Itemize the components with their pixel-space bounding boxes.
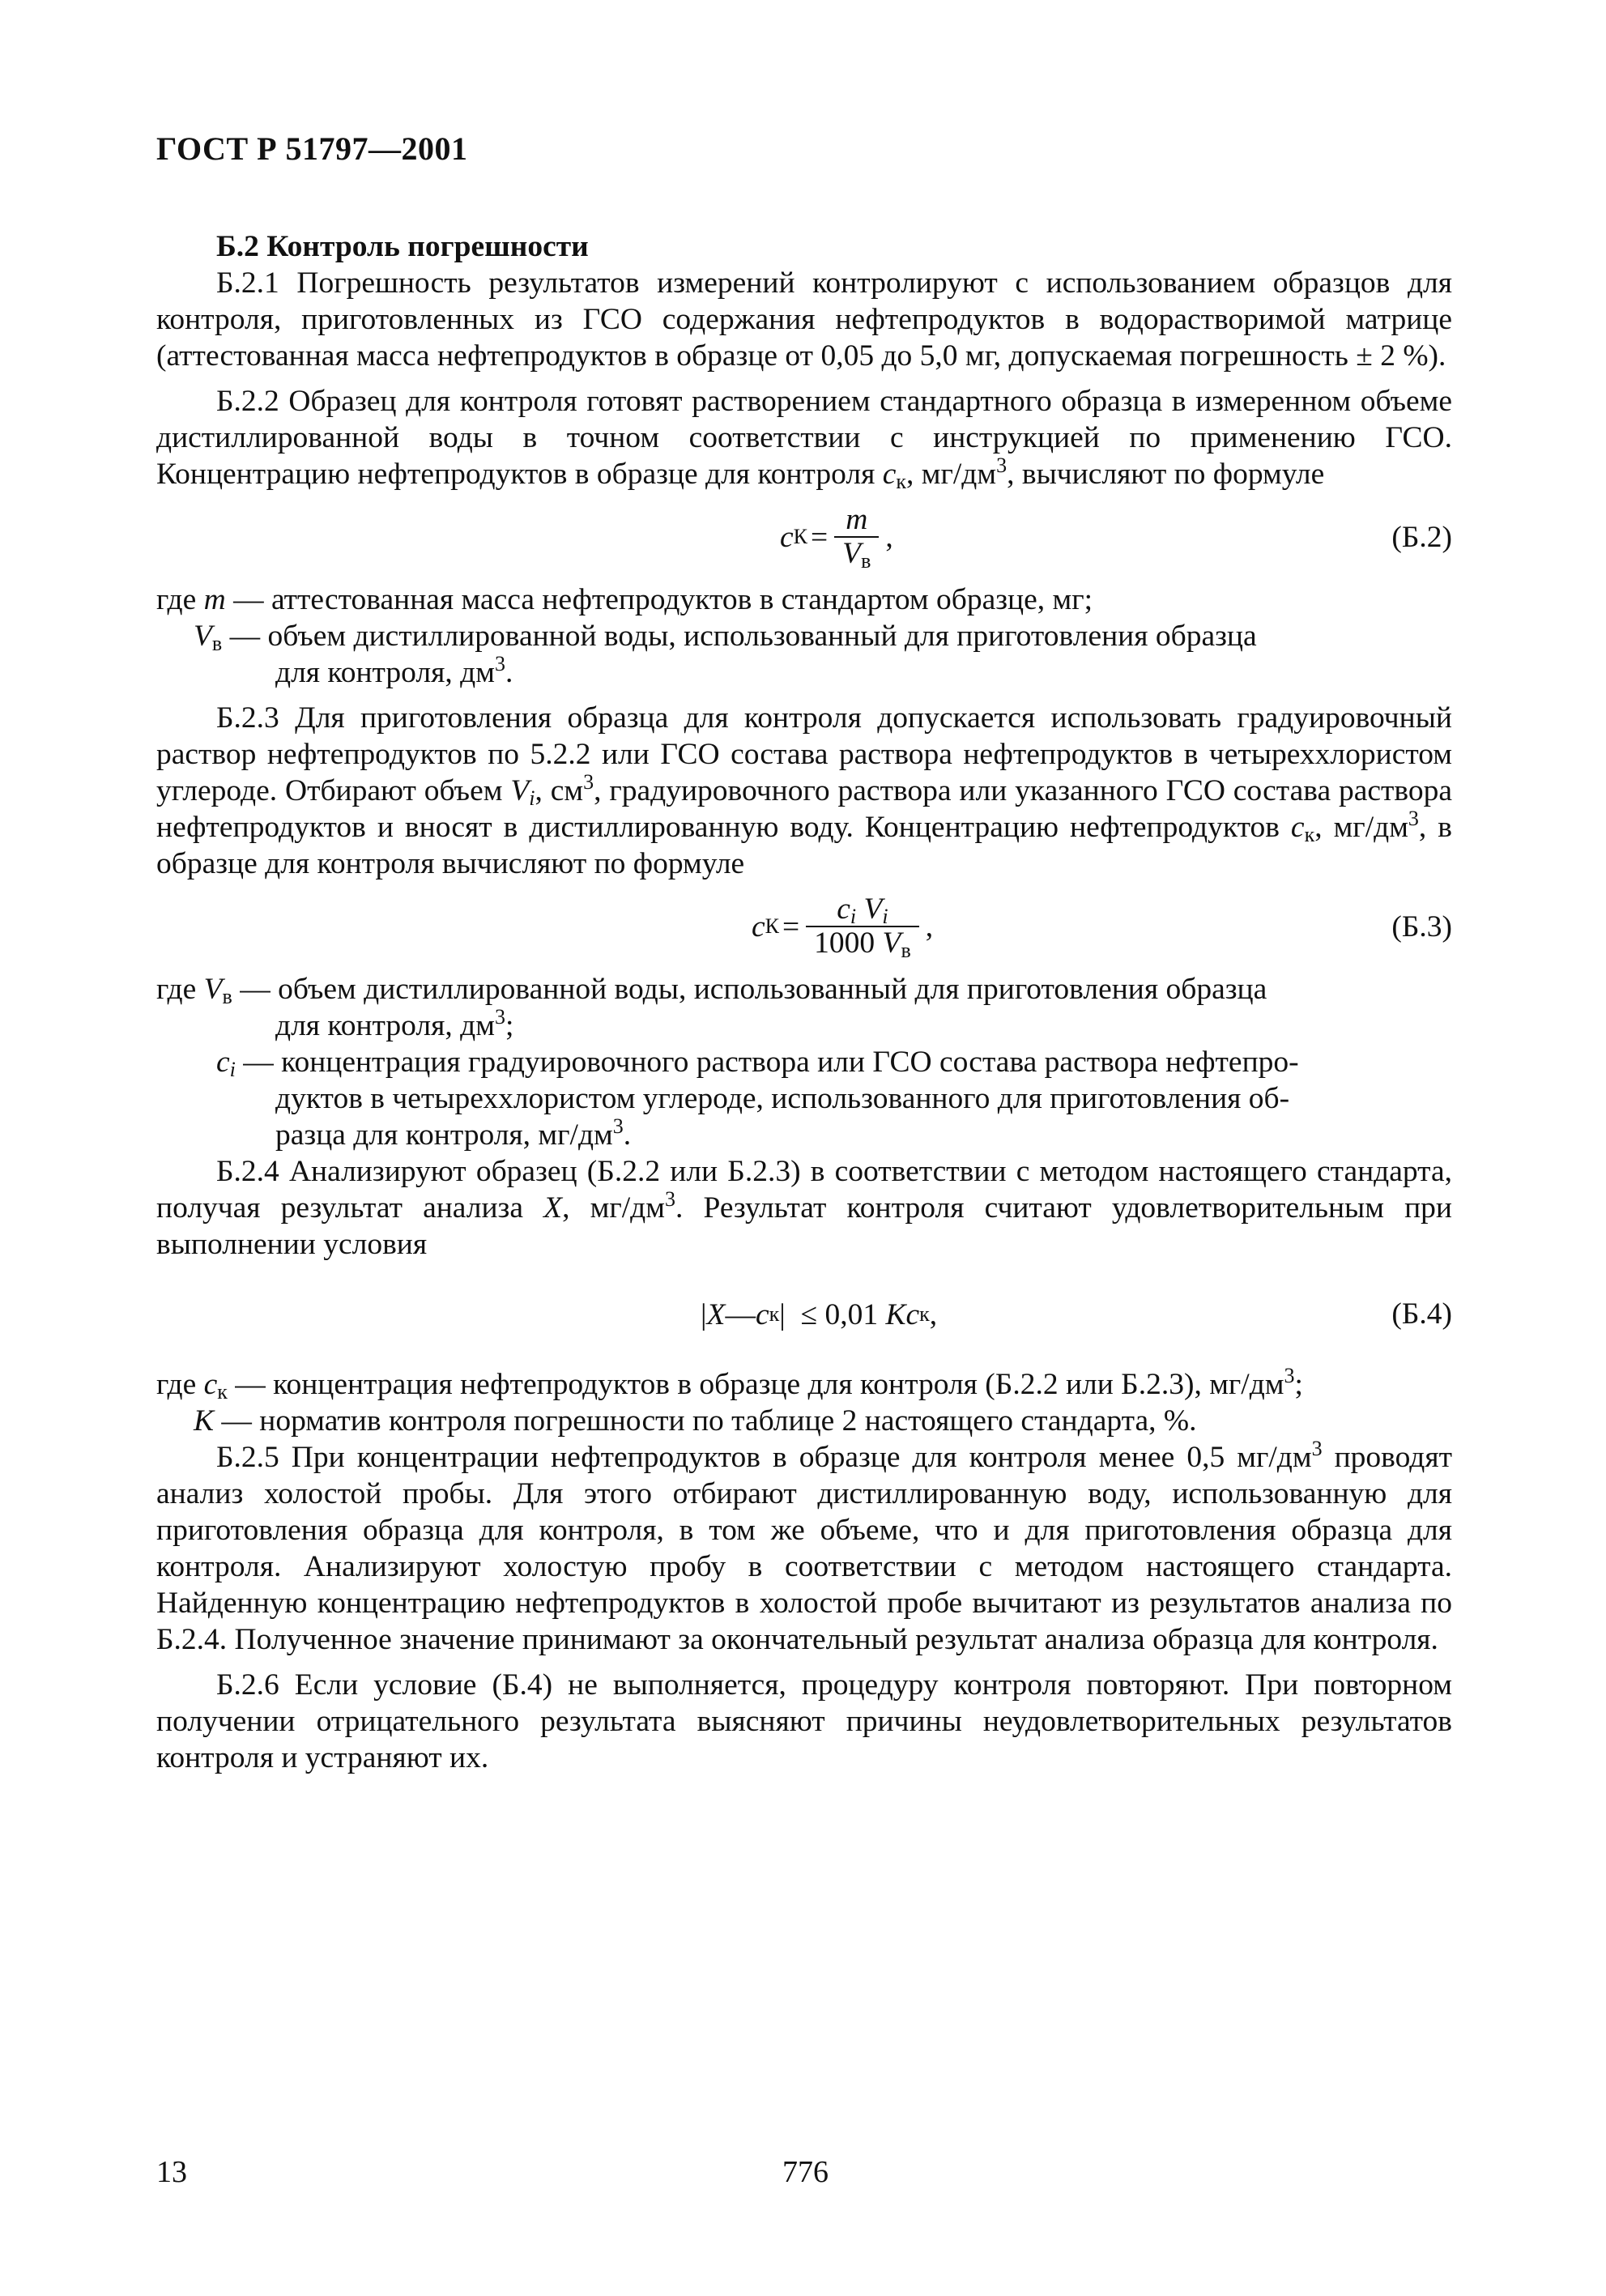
where-line: K — норматив контроля погрешности по таблице 2 настоящего стандарта, %. (194, 1404, 1197, 1438)
paragraph-b23: Б.2.3 Для приготовления образца для контроля допускается использовать градуировочный раствор нефтепродуктов по 5.2.2 или ГСО состава раствора нефтепродуктов в четыреххлористом углероде. Отбирают объем $V_i$, $см^3$, градуировочного раствора или указанного ГСО состава раствора нефтепродуктов и вносят в дистиллированную воду. Концентрацию нефтепродуктов $c_к$, $мг/дм^3$, в образце для контроля вычисляют по формуле (156, 701, 1453, 880)
where-line: для контроля, $дм^3$; (275, 1005, 514, 1042)
where-line: $c_i$ — концентрация градуировочного раствора или ГСО состава раствора нефтепро- (216, 1046, 1299, 1081)
document-body (156, 228, 1452, 1776)
formula-b3: c К = $\frac{c_i V_i}{1000 V_в}$ , (Б.3) (752, 892, 1452, 962)
where-line: где $V_в$ — объем дистиллированной воды, использованный для приготовления образца (156, 973, 1267, 1008)
where-line: для контроля, $дм^3$. (275, 652, 513, 689)
fraction: $\frac{m}{V_в}$ (834, 504, 879, 570)
paragraph-b26: Б.2.6 Если условие (Б.4) не выполняется, процедуру контроля повторяют. При повторном получении отрицательного результата выясняют причины неудовлетворительных результатов контроля и устраняют их. (156, 1668, 1452, 1774)
fraction: $\frac{c_i V_i}{1000 V_в}$ (806, 893, 919, 960)
paragraph-b24: Б.2.4 Анализируют образец (Б.2.2 или Б.2.3) в соответствии с методом настоящего стандарта, получая результат анализа X, $мг/дм^3$. Результат контроля считают удовлетворительным при выполнении условия (156, 1155, 1452, 1261)
where-line: разца для контроля, $мг/дм^3$. (275, 1114, 632, 1152)
document-header: ГОСТ Р 51797—2001 (156, 130, 468, 167)
formula-b2: c К = $\frac{m}{V_в}$ , (Б.2) (780, 503, 1452, 573)
where-line: $V_в$ — объем дистиллированной воды, использованный для приготовления образца (194, 620, 1257, 655)
paragraph-b22: Б.2.2 Образец для контроля готовят растворением стандартного образца в измеренном объеме дистиллированной воды в точном соответствии с инструкцией по применению ГСО. Концентрацию нефтепродуктов в образце для контроля $c_к$, $мг/дм^3$, вычисляют по формуле (156, 385, 1452, 493)
formula-number: (Б.4) (1391, 1297, 1452, 1331)
where-line: где m — аттестованная масса нефтепродуктов в стандартом образце, мг; (156, 583, 1093, 616)
formula-b4: | X — c к | ≤ 0,01 K c к , (Б.4) (701, 1297, 1452, 1331)
page-number-left: 13 (156, 2155, 187, 2189)
paragraph-b21: Б.2.1 Погрешность результатов измерений контролируют с использованием образцов для контроля, приготовленных из ГСО содержания нефтепродуктов в водорастворимой матрице (аттестованная масса нефтепродуктов в образце от 0,05 до 5,0 мг, допускаемая погрешность ± 2 %). (156, 266, 1452, 373)
section-title: Б.2 Контроль погрешности (216, 230, 589, 263)
formula-number: (Б.3) (1391, 910, 1452, 944)
where-line: где $c_к$ — концентрация нефтепродуктов в образце для контроля (Б.2.2 или Б.2.3), $мг/дм^3$; (156, 1364, 1303, 1404)
paragraph-b25: Б.2.5 При концентрации нефтепродуктов в образце для контроля менее 0,5 $мг/дм^3$ проводят анализ холостой пробы. Для этого отбирают дистиллированную воду, использованную для приготовления образца для контроля, в том же объеме, что и для приготовления образца для контроля. Анализируют холостую пробу в соответствии с методом настоящего стандарта. Найденную концентрацию нефтепродуктов в холостой пробе вычитают из результатов анализа по Б.2.4. Полученное значение принимают за окончательный результат анализа образца для контроля. (156, 1437, 1453, 1656)
formula-number: (Б.2) (1391, 521, 1452, 554)
where-line: дуктов в четыреххлористом углероде, использованного для приготовления об- (275, 1082, 1290, 1115)
page-number-center: 776 (782, 2155, 829, 2189)
